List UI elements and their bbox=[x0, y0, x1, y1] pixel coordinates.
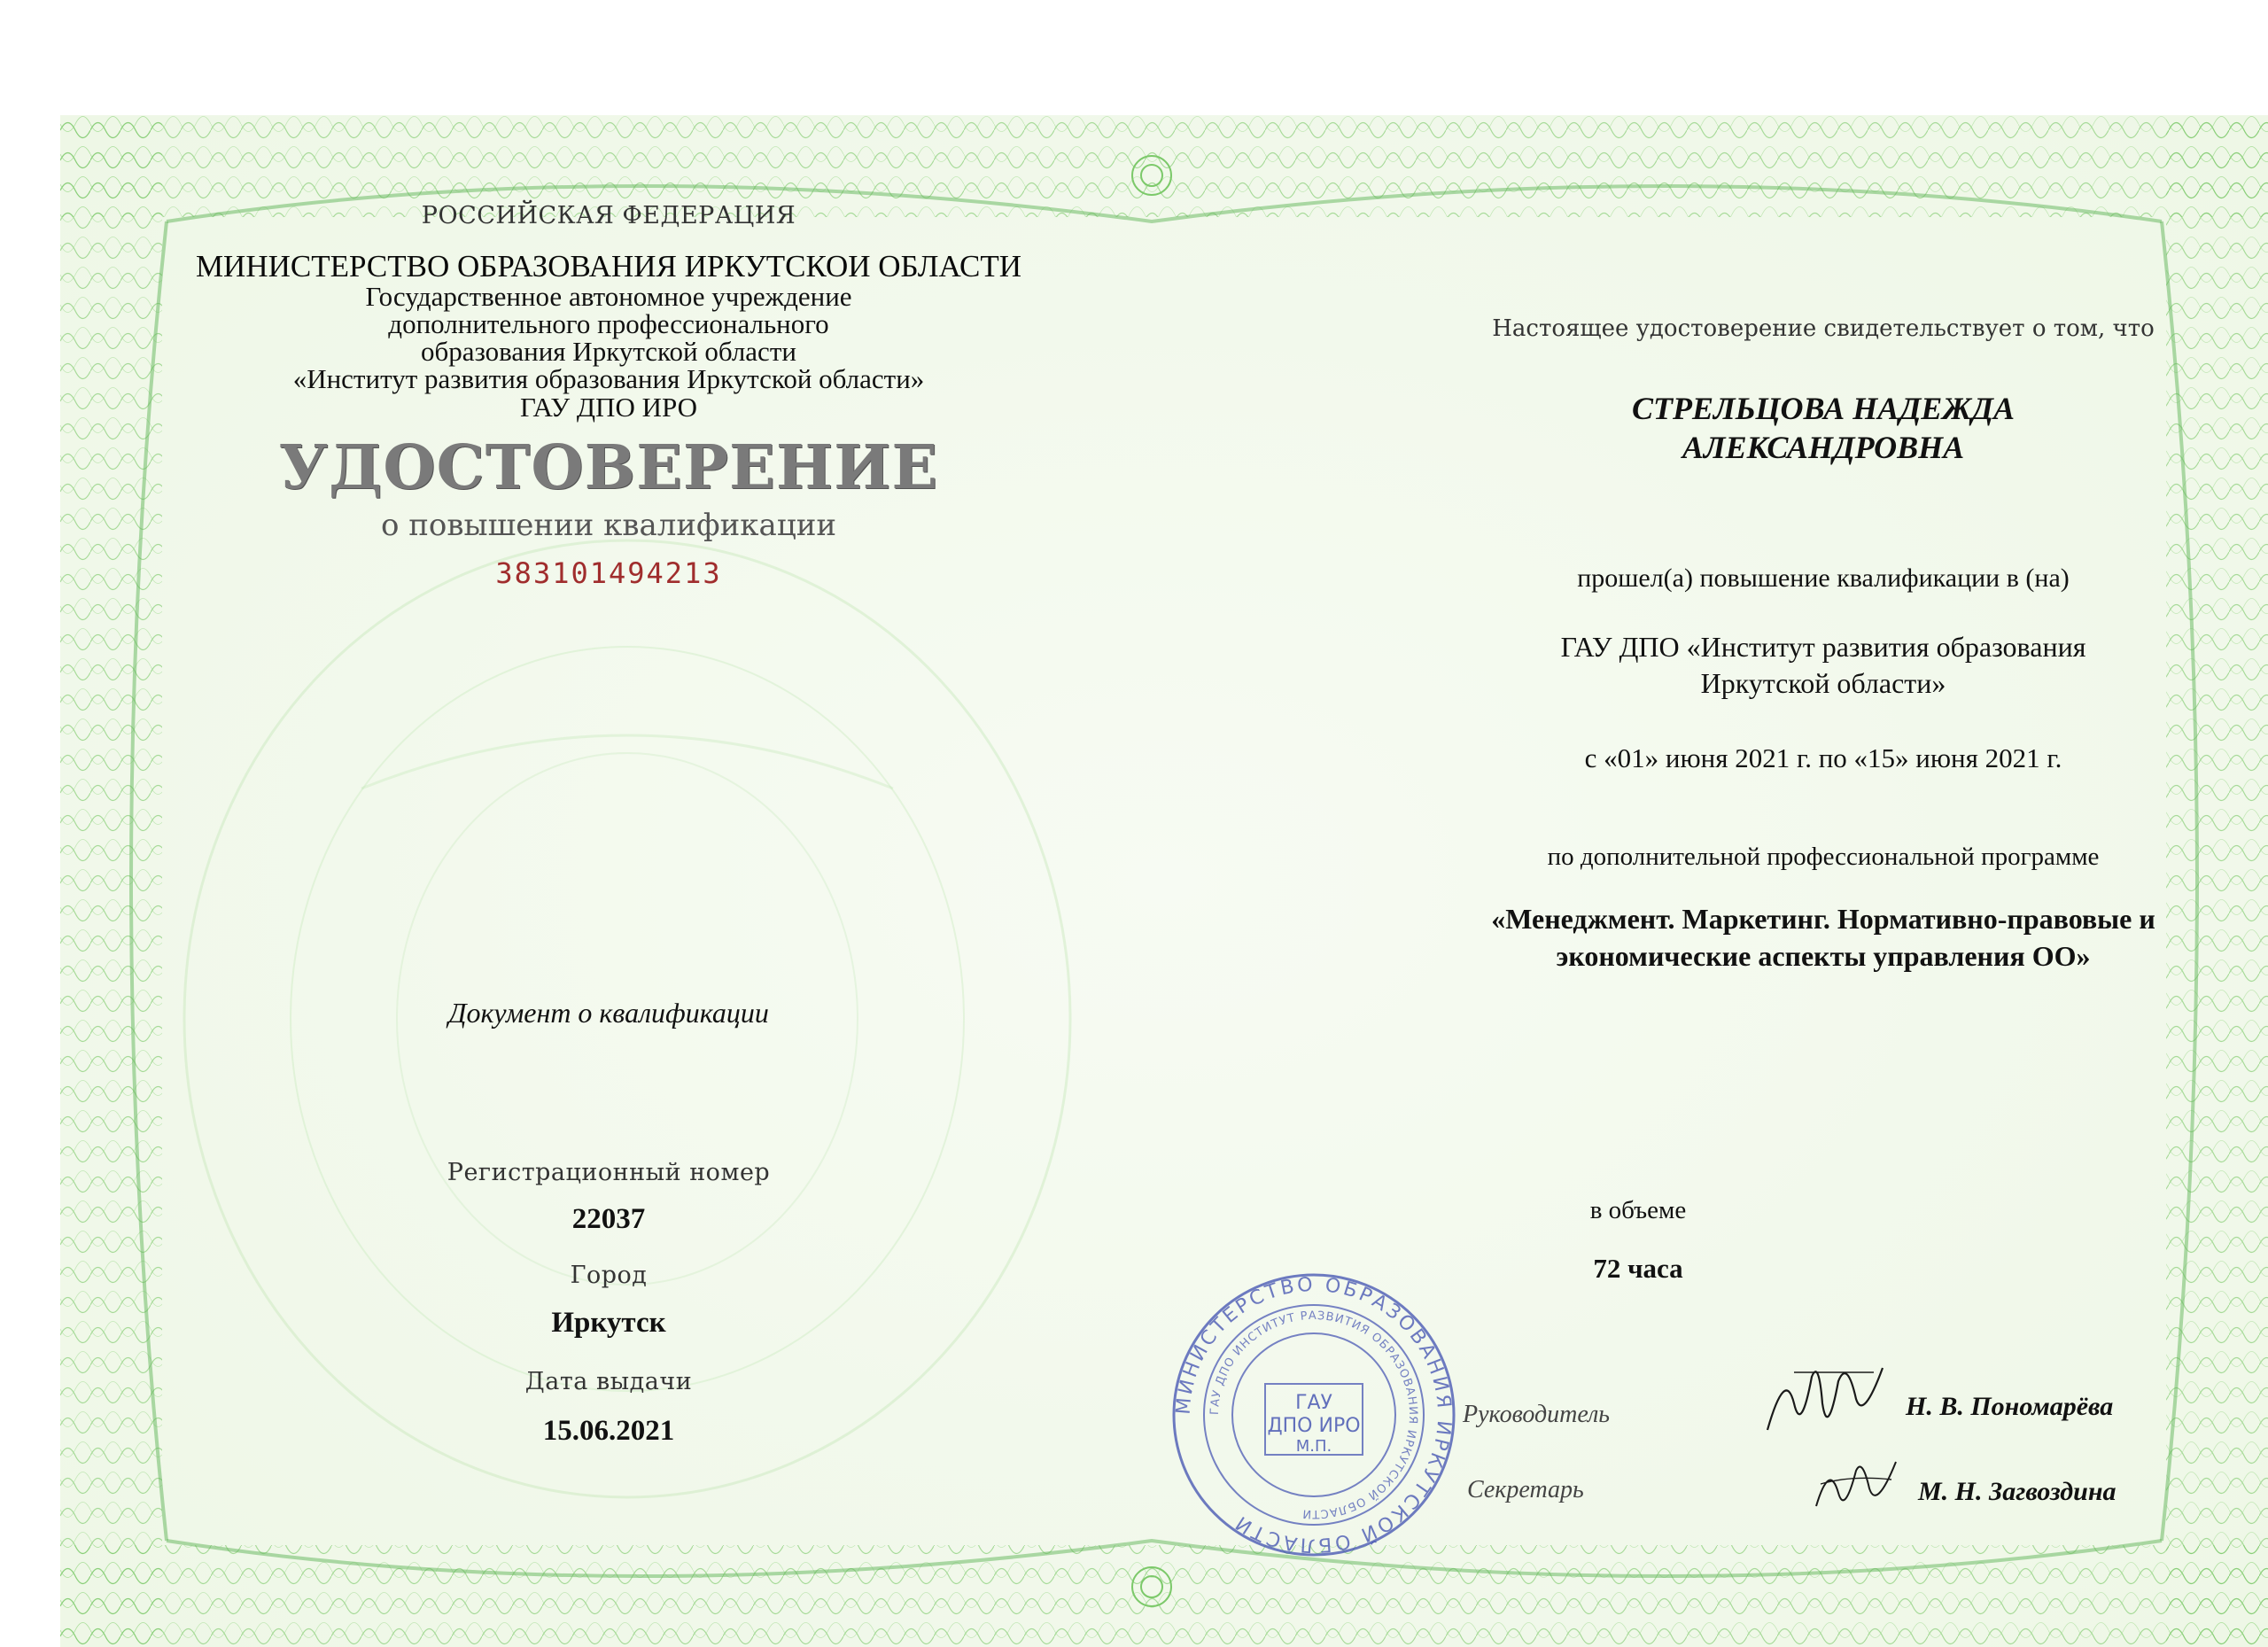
secretary-name: М. Н. Загвоздина bbox=[1918, 1477, 2117, 1506]
volume-value: 72 часа bbox=[1593, 1253, 1683, 1284]
head-signature bbox=[1759, 1350, 1891, 1448]
stamp-inner-ring-text: ГАУ ДПО ИНСТИТУТ РАЗВИТИЯ ОБРАЗОВАНИЯ ИРКУТСКОЙ ОБЛАСТИ bbox=[1208, 1309, 1420, 1521]
institution-line-4: «Институт развития образования Иркутской области» bbox=[292, 363, 925, 394]
institution-line-1: Государственное автономное учреждение bbox=[365, 281, 852, 312]
organization-line-2: Иркутской области» bbox=[1700, 667, 1946, 699]
document-type: Документ о квалификации bbox=[448, 997, 769, 1029]
registration-number: 22037 bbox=[571, 1203, 646, 1235]
document-number: 383101494213 bbox=[495, 556, 722, 590]
ministry-name: МИНИСТЕРСТВО ОБРАЗОВАНИЯ ИРКУТСКОИ ОБЛАСТИ bbox=[195, 249, 1022, 284]
institution-line-5: ГАУ ДПО ИРО bbox=[520, 392, 697, 423]
certificate-subtitle: о повышении квалификации bbox=[380, 508, 837, 543]
training-period: с «01» июня 2021 г. по «15» июня 2021 г. bbox=[1584, 742, 2062, 773]
volume-label: в объеме bbox=[1589, 1196, 1687, 1224]
holder-name-line-2: АЛЕКСАНДРОВНА bbox=[1682, 430, 1965, 465]
city-label: Город bbox=[570, 1262, 648, 1289]
secretary-signature bbox=[1807, 1444, 1905, 1524]
scan-edge bbox=[0, 0, 2268, 115]
issue-date-label: Дата выдачи bbox=[524, 1368, 693, 1395]
federation-label: РОССИЙСКАЯ ФЕДЕРАЦИЯ bbox=[421, 202, 796, 229]
stamp-ring-text: МИНИСТЕРСТВО ОБРАЗОВАНИЯ ИРКУТСКОЙ ОБЛАСТИ bbox=[1172, 1273, 1456, 1557]
head-role-label: Руководитель bbox=[1463, 1401, 1611, 1428]
institution-line-2: дополнительного профессионального bbox=[388, 308, 829, 339]
program-name-line-1: «Менеджмент. Маркетинг. Нормативно-правовые и bbox=[1491, 903, 2155, 935]
certifies-statement: Настоящее удостоверение свидетельствует о том, что bbox=[1492, 315, 2155, 342]
stamp-center-line-3: М.П. bbox=[1295, 1437, 1332, 1456]
head-name: Н. В. Пономарёва bbox=[1906, 1392, 2114, 1421]
secretary-role-label: Секретарь bbox=[1467, 1476, 1584, 1503]
registration-label: Регистрационный номер bbox=[447, 1159, 771, 1186]
holder-name-line-1: СТРЕЛЬЦОВА НАДЕЖДА bbox=[1632, 391, 2015, 426]
official-stamp bbox=[1168, 1269, 1460, 1561]
city-value: Иркутск bbox=[551, 1307, 666, 1339]
organization-line-1: ГАУ ДПО «Институт развития образования bbox=[1560, 631, 2086, 663]
institution-line-3: образования Иркутской области bbox=[421, 336, 796, 367]
stamp-center-line-1: ГАУ bbox=[1295, 1392, 1332, 1414]
certificate-title: УДОСТОВЕРЕНИЕ bbox=[278, 432, 939, 503]
program-label: по дополнительной профессиональной программе bbox=[1547, 843, 2100, 871]
stamp-center-line-2: ДПО ИРО bbox=[1267, 1415, 1361, 1437]
program-name-line-2: экономические аспекты управления ОО» bbox=[1556, 940, 2091, 972]
issue-date-value: 15.06.2021 bbox=[542, 1415, 675, 1447]
passed-statement: прошел(а) повышение квалификации в (на) bbox=[1577, 563, 2070, 593]
